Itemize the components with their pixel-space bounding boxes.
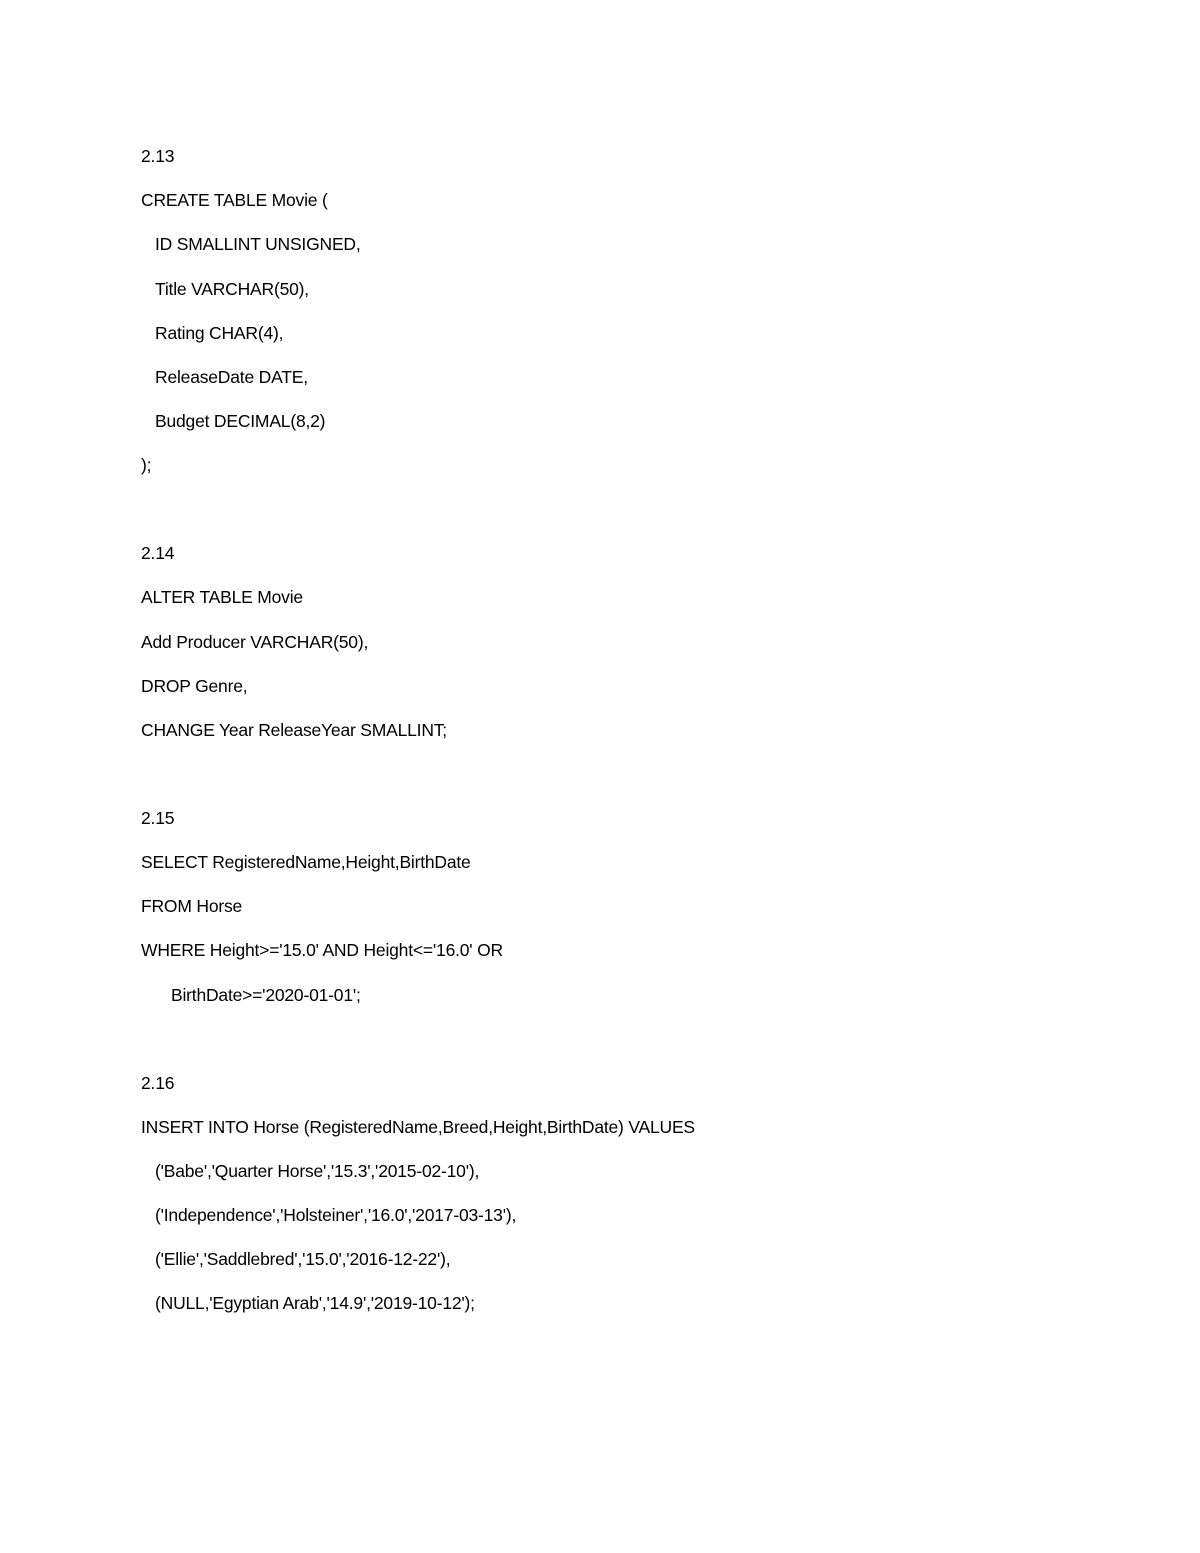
code-line: CREATE TABLE Movie ( <box>141 190 328 210</box>
code-line: INSERT INTO Horse (RegisteredName,Breed,Height,BirthDate) VALUES <box>141 1117 695 1137</box>
code-line: Rating CHAR(4), <box>155 323 284 343</box>
code-line: ('Independence','Holsteiner','16.0','2017-03-13'), <box>155 1205 517 1225</box>
code-line: FROM Horse <box>141 896 243 916</box>
code-line: BirthDate>='2020-01-01'; <box>171 985 361 1005</box>
section-number-2-13: 2.13 <box>141 146 175 166</box>
code-line: ReleaseDate DATE, <box>155 367 308 387</box>
code-line: ('Ellie','Saddlebred','15.0','2016-12-22'), <box>155 1249 451 1269</box>
code-line: (NULL,'Egyptian Arab','14.9','2019-10-12'); <box>155 1293 475 1313</box>
code-line: ALTER TABLE Movie <box>141 587 303 607</box>
code-line: SELECT RegisteredName,Height,BirthDate <box>141 852 471 872</box>
code-line: ('Babe','Quarter Horse','15.3','2015-02-10'), <box>155 1161 480 1181</box>
code-line: Budget DECIMAL(8,2) <box>155 411 326 431</box>
code-line: DROP Genre, <box>141 676 248 696</box>
code-line: Title VARCHAR(50), <box>155 279 309 299</box>
section-number-2-16: 2.16 <box>141 1073 175 1093</box>
code-line: WHERE Height>='15.0' AND Height<='16.0' OR <box>141 940 503 960</box>
code-line: ); <box>141 455 152 475</box>
code-line: CHANGE Year ReleaseYear SMALLINT; <box>141 720 447 740</box>
code-line: ID SMALLINT UNSIGNED, <box>155 234 361 254</box>
code-line: Add Producer VARCHAR(50), <box>141 632 369 652</box>
section-number-2-15: 2.15 <box>141 808 175 828</box>
section-number-2-14: 2.14 <box>141 543 175 563</box>
